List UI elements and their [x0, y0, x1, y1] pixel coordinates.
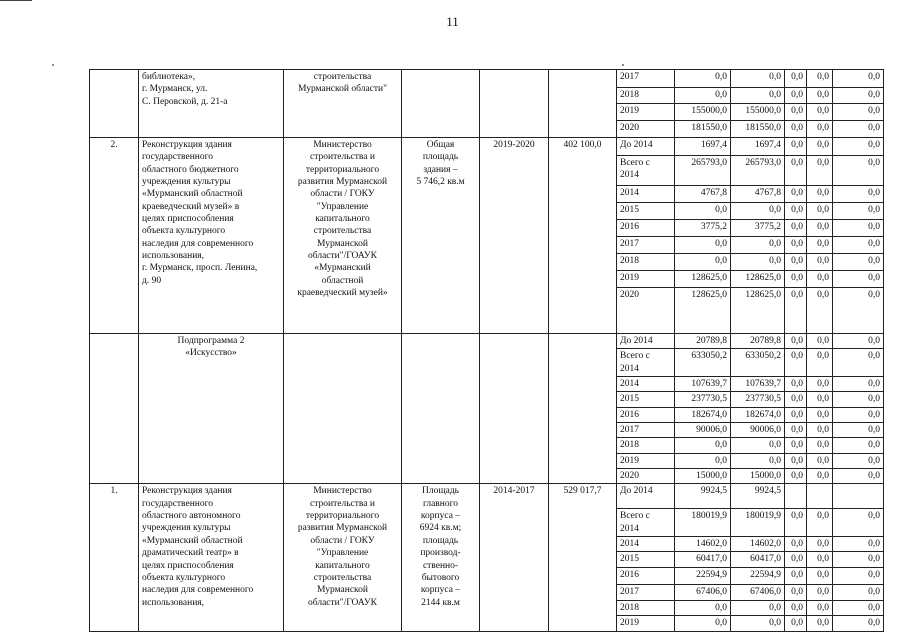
- other-sources-cell: 0,0: [833, 438, 884, 453]
- customer-line: "Управление: [316, 548, 369, 559]
- year-cell: 2019: [617, 271, 675, 288]
- other-sources-cell: 0,0: [833, 600, 884, 615]
- capacity-line: бытового: [421, 572, 460, 583]
- total-cell: 0,0: [675, 254, 731, 271]
- federal-budget-cell: 0,0: [785, 156, 807, 186]
- regional-budget-cell: 4767,8: [731, 186, 785, 203]
- capacity-line: Площадь: [421, 486, 460, 497]
- regional-budget-cell: 155000,0: [731, 104, 785, 121]
- customer-line: Мурманской: [317, 585, 368, 596]
- local-budget-cell: 0,0: [807, 220, 833, 237]
- other-sources-cell: 0,0: [833, 138, 884, 156]
- customer-line: строительства: [313, 572, 372, 583]
- local-budget-cell: 0,0: [807, 537, 833, 552]
- total-cell: 22594,9: [675, 568, 731, 585]
- program-table: [89, 69, 884, 632]
- row-number: 2.: [90, 138, 139, 334]
- customer-line: строительства: [313, 72, 372, 82]
- total-cell: 14602,0: [675, 537, 731, 552]
- federal-budget-cell: 0,0: [785, 203, 807, 220]
- total-cell: 182674,0: [675, 407, 731, 422]
- object-name-line: наследия для современного: [142, 238, 254, 249]
- other-sources-cell: 0,0: [833, 121, 884, 138]
- customer-line: области"/ГОАУК: [307, 251, 377, 262]
- table-row: [90, 138, 884, 156]
- other-sources-cell: 0,0: [833, 349, 884, 377]
- capacity-line: главного: [422, 498, 459, 509]
- object-name-line: «Мурманский областной: [142, 535, 243, 546]
- other-sources-cell: 0,0: [833, 377, 884, 392]
- federal-budget-cell: 0,0: [785, 88, 807, 104]
- total-cell: 67406,0: [675, 585, 731, 600]
- object-name-line: драматический театр» в: [142, 548, 239, 559]
- object-name-line: г. Мурманск, просп. Ленина,: [142, 263, 258, 274]
- total-cell: 3775,2: [675, 220, 731, 237]
- local-budget-cell: 0,0: [807, 616, 833, 631]
- scan-speck: [52, 64, 54, 66]
- total-cell: 1697,4: [675, 138, 731, 156]
- row-number: [90, 70, 139, 138]
- year-cell: 2017: [617, 423, 675, 438]
- other-sources-cell: 0,0: [833, 88, 884, 104]
- capacity-line: 6924 кв.м;: [419, 523, 462, 534]
- federal-budget-cell: 0,0: [785, 537, 807, 552]
- federal-budget-cell: 0,0: [785, 271, 807, 288]
- year-cell: 2017: [617, 70, 675, 88]
- object-name-line: учреждения культуры: [142, 177, 231, 188]
- regional-budget-cell: 0,0: [731, 70, 785, 88]
- year-cell: 2019: [617, 104, 675, 121]
- customer-line: развития Мурманской: [297, 177, 388, 188]
- total-cell: 265793,0: [675, 156, 731, 186]
- customer-line: областной: [321, 275, 364, 286]
- object-name-line: Реконструкция здания: [142, 486, 232, 497]
- capacity-line: корпуса –: [420, 511, 461, 522]
- blank-cell: [90, 334, 139, 484]
- customer: [284, 70, 402, 138]
- object-name-line: областного автономного: [142, 511, 241, 522]
- other-sources-cell: 0,0: [833, 203, 884, 220]
- local-budget-cell: 0,0: [807, 423, 833, 438]
- year-cell: Всего с 2014: [617, 349, 675, 377]
- object-name-line: государственного: [142, 152, 214, 163]
- object-name-line: целях приспособления: [142, 560, 234, 571]
- local-budget-cell: 0,0: [807, 349, 833, 377]
- total-cell: 0,0: [675, 453, 731, 468]
- customer-line: Министерство: [313, 486, 372, 497]
- capacity-line: площадь: [422, 535, 459, 546]
- capacity-line: площадь: [422, 152, 459, 163]
- local-budget-cell: 0,0: [807, 121, 833, 138]
- regional-budget-cell: 0,0: [731, 600, 785, 615]
- object-name-line: краеведческий музей» в: [142, 201, 240, 212]
- blank-cell: [402, 334, 480, 484]
- regional-budget-cell: 0,0: [731, 237, 785, 254]
- year-cell: 2015: [617, 203, 675, 220]
- year-cell: 2018: [617, 88, 675, 104]
- regional-budget-cell: 1697,4: [731, 138, 785, 156]
- federal-budget-cell: 0,0: [785, 438, 807, 453]
- object-name-line: С. Перовской, д. 21-а: [142, 96, 228, 107]
- object-name-line: г. Мурманск, ул.: [142, 84, 208, 95]
- total-cell: 90006,0: [675, 423, 731, 438]
- regional-budget-cell: 0,0: [731, 616, 785, 631]
- other-sources-cell: 0,0: [833, 616, 884, 631]
- total-cell: 20789,8: [675, 334, 731, 349]
- capacity-line: корпуса –: [420, 585, 461, 596]
- total-cell: 237730,5: [675, 392, 731, 407]
- regional-budget-cell: 0,0: [731, 438, 785, 453]
- object-name-line: наследия для современного: [142, 585, 254, 596]
- other-sources-cell: 0,0: [833, 469, 884, 484]
- year-cell: 2015: [617, 392, 675, 407]
- year-cell: 2018: [617, 438, 675, 453]
- total-cell: 0,0: [675, 70, 731, 88]
- row-number: 1.: [90, 484, 139, 631]
- regional-budget-cell: 0,0: [731, 453, 785, 468]
- federal-budget-cell: 0,0: [785, 552, 807, 568]
- local-budget-cell: 0,0: [807, 138, 833, 156]
- total-cell: 128625,0: [675, 271, 731, 288]
- federal-budget-cell: 0,0: [785, 600, 807, 615]
- object-name: [139, 484, 284, 631]
- federal-budget-cell: 0,0: [785, 288, 807, 334]
- federal-budget-cell: 0,0: [785, 121, 807, 138]
- regional-budget-cell: 128625,0: [731, 271, 785, 288]
- local-budget-cell: 0,0: [807, 453, 833, 468]
- total-cell: 633050,2: [675, 349, 731, 377]
- year-cell: 2018: [617, 254, 675, 271]
- period: 2019-2020: [480, 138, 549, 334]
- object-name-line: использования,: [142, 597, 205, 608]
- total-cell: 0,0: [675, 88, 731, 104]
- blank-cell: [284, 334, 402, 484]
- federal-budget-cell: 0,0: [785, 334, 807, 349]
- other-sources-cell: 0,0: [833, 288, 884, 334]
- customer-line: области / ГОКУ: [310, 535, 375, 546]
- customer-line: краеведческий музей»: [297, 288, 388, 299]
- local-budget-cell: 0,0: [807, 469, 833, 484]
- local-budget-cell: 0,0: [807, 254, 833, 271]
- year-cell: 2014: [617, 377, 675, 392]
- customer-line: капитального: [315, 560, 370, 571]
- other-sources-cell: 0,0: [833, 423, 884, 438]
- federal-budget-cell: 0,0: [785, 220, 807, 237]
- object-name-line: Реконструкция здания: [142, 140, 232, 150]
- regional-budget-cell: 265793,0: [731, 156, 785, 186]
- capacity: [402, 484, 480, 631]
- local-budget-cell: 0,0: [807, 568, 833, 585]
- object-name-line: объекта культурного: [142, 572, 226, 583]
- year-cell: 2015: [617, 552, 675, 568]
- year-cell: Всего с 2014: [617, 156, 675, 186]
- other-sources-cell: 0,0: [833, 70, 884, 88]
- year-cell: 2019: [617, 616, 675, 631]
- scan-speck: [622, 64, 624, 66]
- year-cell: 2019: [617, 453, 675, 468]
- local-budget-cell: 0,0: [807, 156, 833, 186]
- total-cell: 4767,8: [675, 186, 731, 203]
- federal-budget-cell: 0,0: [785, 186, 807, 203]
- table-row: [90, 484, 884, 509]
- total-cell: 128625,0: [675, 288, 731, 334]
- other-sources-cell: 0,0: [833, 220, 884, 237]
- local-budget-cell: 0,0: [807, 271, 833, 288]
- regional-budget-cell: 237730,5: [731, 392, 785, 407]
- customer-line: Министерство: [313, 140, 372, 150]
- year-cell: Всего с 2014: [617, 509, 675, 537]
- page-number: 11: [446, 14, 459, 29]
- other-sources-cell: 0,0: [833, 552, 884, 568]
- federal-budget-cell: 0,0: [785, 423, 807, 438]
- total-cell: 0,0: [675, 438, 731, 453]
- other-sources-cell: 0,0: [833, 334, 884, 349]
- total-cell: 0,0: [675, 203, 731, 220]
- capacity-line: 5 746,2 кв.м: [416, 177, 465, 188]
- year-cell: 2016: [617, 407, 675, 422]
- customer-line: территориального: [305, 164, 380, 175]
- year-cell: 2020: [617, 469, 675, 484]
- object-name-line: областного бюджетного: [142, 164, 239, 175]
- capacity-line: здания –: [423, 164, 458, 175]
- customer-line: капитального: [315, 214, 370, 225]
- regional-budget-cell: 0,0: [731, 254, 785, 271]
- other-sources-cell: [833, 484, 884, 509]
- estimated-cost: [549, 70, 617, 138]
- federal-budget-cell: 0,0: [785, 254, 807, 271]
- subprogram-title-line: Подпрограмма 2: [177, 336, 245, 346]
- total-cell: 0,0: [675, 616, 731, 631]
- federal-budget-cell: 0,0: [785, 349, 807, 377]
- object-name-line: использования,: [142, 251, 205, 262]
- other-sources-cell: 0,0: [833, 254, 884, 271]
- regional-budget-cell: 9924,5: [731, 484, 785, 509]
- local-budget-cell: 0,0: [807, 70, 833, 88]
- year-cell: 2018: [617, 600, 675, 615]
- total-cell: 0,0: [675, 600, 731, 615]
- year-cell: 2020: [617, 121, 675, 138]
- local-budget-cell: [807, 484, 833, 509]
- total-cell: 0,0: [675, 237, 731, 254]
- blank-cell: [549, 334, 617, 484]
- other-sources-cell: 0,0: [833, 392, 884, 407]
- regional-budget-cell: 181550,0: [731, 121, 785, 138]
- local-budget-cell: 0,0: [807, 104, 833, 121]
- other-sources-cell: 0,0: [833, 237, 884, 254]
- federal-budget-cell: 0,0: [785, 509, 807, 537]
- year-cell: 2020: [617, 288, 675, 334]
- year-cell: 2017: [617, 237, 675, 254]
- local-budget-cell: 0,0: [807, 288, 833, 334]
- regional-budget-cell: 180019,9: [731, 509, 785, 537]
- federal-budget-cell: 0,0: [785, 407, 807, 422]
- federal-budget-cell: 0,0: [785, 377, 807, 392]
- regional-budget-cell: 633050,2: [731, 349, 785, 377]
- regional-budget-cell: 22594,9: [731, 568, 785, 585]
- federal-budget-cell: 0,0: [785, 469, 807, 484]
- capacity-line: Общая: [426, 140, 455, 150]
- federal-budget-cell: 0,0: [785, 453, 807, 468]
- local-budget-cell: 0,0: [807, 600, 833, 615]
- federal-budget-cell: 0,0: [785, 568, 807, 585]
- object-name: [139, 138, 284, 334]
- other-sources-cell: 0,0: [833, 509, 884, 537]
- local-budget-cell: 0,0: [807, 438, 833, 453]
- regional-budget-cell: 14602,0: [731, 537, 785, 552]
- year-cell: 2016: [617, 220, 675, 237]
- year-cell: 2014: [617, 537, 675, 552]
- capacity-line: производ-: [420, 548, 461, 559]
- federal-budget-cell: 0,0: [785, 138, 807, 156]
- capacity: [402, 70, 480, 138]
- local-budget-cell: 0,0: [807, 334, 833, 349]
- regional-budget-cell: 182674,0: [731, 407, 785, 422]
- customer-line: области"/ГОАУК: [307, 597, 377, 608]
- local-budget-cell: 0,0: [807, 585, 833, 600]
- local-budget-cell: 0,0: [807, 509, 833, 537]
- regional-budget-cell: 90006,0: [731, 423, 785, 438]
- federal-budget-cell: 0,0: [785, 70, 807, 88]
- capacity: [402, 138, 480, 334]
- federal-budget-cell: 0,0: [785, 237, 807, 254]
- regional-budget-cell: 67406,0: [731, 585, 785, 600]
- other-sources-cell: 0,0: [833, 156, 884, 186]
- federal-budget-cell: 0,0: [785, 392, 807, 407]
- local-budget-cell: 0,0: [807, 407, 833, 422]
- other-sources-cell: 0,0: [833, 568, 884, 585]
- capacity-line: 2144 кв.м: [421, 597, 460, 608]
- customer-line: строительства и: [310, 498, 375, 509]
- year-cell: 2014: [617, 186, 675, 203]
- year-cell: 2017: [617, 585, 675, 600]
- estimated-cost: 529 017,7: [549, 484, 617, 631]
- local-budget-cell: 0,0: [807, 237, 833, 254]
- top-rule: [0, 0, 32, 1]
- year-cell: До 2014: [617, 138, 675, 156]
- regional-budget-cell: 20789,8: [731, 334, 785, 349]
- local-budget-cell: 0,0: [807, 392, 833, 407]
- subprogram-title: [139, 334, 284, 484]
- federal-budget-cell: 0,0: [785, 585, 807, 600]
- total-cell: 181550,0: [675, 121, 731, 138]
- total-cell: 107639,7: [675, 377, 731, 392]
- federal-budget-cell: 0,0: [785, 104, 807, 121]
- other-sources-cell: 0,0: [833, 186, 884, 203]
- customer: [284, 138, 402, 334]
- federal-budget-cell: [785, 484, 807, 509]
- local-budget-cell: 0,0: [807, 552, 833, 568]
- total-cell: 155000,0: [675, 104, 731, 121]
- year-cell: До 2014: [617, 334, 675, 349]
- object-name-line: учреждения культуры: [142, 523, 231, 534]
- object-name-line: государственного: [142, 498, 214, 509]
- object-name-line: целях приспособления: [142, 214, 234, 225]
- local-budget-cell: 0,0: [807, 186, 833, 203]
- regional-budget-cell: 15000,0: [731, 469, 785, 484]
- customer-line: развития Мурманской: [297, 523, 388, 534]
- object-name: [139, 70, 284, 138]
- total-cell: 60417,0: [675, 552, 731, 568]
- local-budget-cell: 0,0: [807, 377, 833, 392]
- object-name-line: объекта культурного: [142, 226, 226, 237]
- other-sources-cell: 0,0: [833, 537, 884, 552]
- federal-budget-cell: 0,0: [785, 616, 807, 631]
- regional-budget-cell: 3775,2: [731, 220, 785, 237]
- table-row: [90, 70, 884, 88]
- capacity-line: ственно-: [422, 560, 459, 571]
- customer: [284, 484, 402, 631]
- year-cell: 2016: [617, 568, 675, 585]
- other-sources-cell: 0,0: [833, 271, 884, 288]
- object-name-line: библиотека»,: [142, 72, 196, 82]
- period: [480, 70, 549, 138]
- regional-budget-cell: 107639,7: [731, 377, 785, 392]
- subprogram-title-line: «Искусство»: [185, 348, 237, 359]
- customer-line: территориального: [305, 511, 380, 522]
- year-cell: До 2014: [617, 484, 675, 509]
- customer-line: области / ГОКУ: [310, 189, 375, 200]
- table-row: [90, 334, 884, 349]
- other-sources-cell: 0,0: [833, 453, 884, 468]
- period: 2014-2017: [480, 484, 549, 631]
- customer-line: строительства: [313, 226, 372, 237]
- estimated-cost: 402 100,0: [549, 138, 617, 334]
- local-budget-cell: 0,0: [807, 203, 833, 220]
- regional-budget-cell: 0,0: [731, 88, 785, 104]
- object-name-line: «Мурманский областной: [142, 189, 243, 200]
- regional-budget-cell: 128625,0: [731, 288, 785, 334]
- total-cell: 180019,9: [675, 509, 731, 537]
- regional-budget-cell: 0,0: [731, 203, 785, 220]
- regional-budget-cell: 60417,0: [731, 552, 785, 568]
- customer-line: Мурманской: [317, 238, 368, 249]
- total-cell: 15000,0: [675, 469, 731, 484]
- other-sources-cell: 0,0: [833, 585, 884, 600]
- customer-line: Мурманской области": [297, 84, 387, 95]
- other-sources-cell: 0,0: [833, 407, 884, 422]
- local-budget-cell: 0,0: [807, 88, 833, 104]
- other-sources-cell: 0,0: [833, 104, 884, 121]
- total-cell: 9924,5: [675, 484, 731, 509]
- object-name-line: д. 90: [142, 275, 162, 286]
- customer-line: строительства и: [310, 152, 375, 163]
- blank-cell: [480, 334, 549, 484]
- customer-line: "Управление: [316, 201, 369, 212]
- customer-line: «Мурманский: [314, 263, 371, 274]
